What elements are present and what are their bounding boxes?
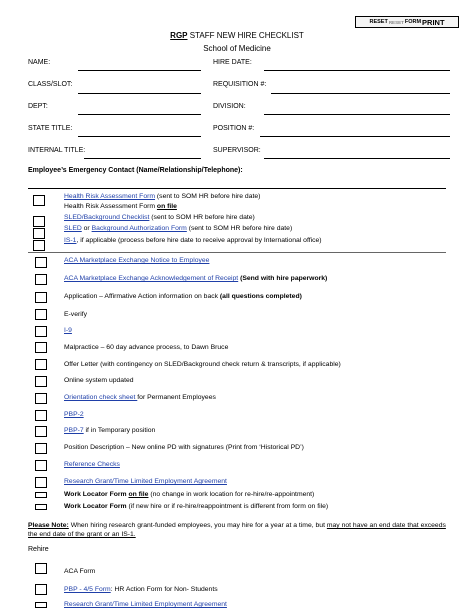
checkbox-hra[interactable]	[33, 195, 45, 206]
class-slot-field[interactable]	[78, 93, 201, 94]
checkbox-aca-ack[interactable]	[35, 274, 47, 285]
position-label: POSITION #:	[213, 125, 255, 132]
item-is1: IS-1, if applicable (process before hire date to receive approval by International office)	[64, 237, 322, 244]
checkbox-is1[interactable]	[33, 240, 45, 251]
checkbox-pbp2[interactable]	[35, 410, 47, 421]
checkbox-refs[interactable]	[35, 460, 47, 471]
item-rehire-aca: ACA Form	[64, 568, 96, 575]
page-subtitle: School of Medicine	[203, 44, 271, 53]
form-button[interactable]: FORM	[404, 19, 422, 25]
divider	[28, 252, 446, 253]
dept-label: DEPT:	[28, 103, 48, 110]
name-label: NAME:	[28, 59, 51, 66]
checkbox-i9[interactable]	[35, 326, 47, 337]
checkbox-rehire-pbp45[interactable]	[35, 584, 47, 595]
rehire-heading: Rehire	[28, 546, 49, 553]
item-rehire-pbp45: PBP - 4/5 Form: HR Action Form for Non- Students	[64, 586, 218, 593]
reset-button[interactable]: RESET	[369, 19, 388, 25]
item-wl2: Work Locator Form (if new hire or if re-hire/reappointment is different from form on file)	[64, 503, 329, 510]
class-slot-label: CLASS/SLOT:	[28, 81, 73, 88]
item-hra: Health Risk Assessment Form (sent to SOM HR before hire date)	[64, 193, 261, 200]
checkbox-rehire-aca[interactable]	[35, 563, 47, 574]
checkbox-aa[interactable]	[35, 292, 47, 303]
item-wl1: Work Locator Form on file (no change in work location for re-hire/re-appointment)	[64, 491, 315, 498]
item-pd: Position Description – New online PD with signatures (Print from ‘Historical PD’)	[64, 444, 304, 451]
item-pbp7: PBP-7 if in Temporary position	[64, 427, 156, 434]
hire-date-field[interactable]	[264, 70, 450, 71]
state-title-label: STATE TITLE:	[28, 125, 73, 132]
checkbox-wl2[interactable]	[35, 504, 47, 510]
item-sled: SLED/Background Checklist (sent to SOM HR before hire date)	[64, 214, 255, 221]
emergency-contact-field[interactable]	[28, 188, 446, 189]
print-button[interactable]: PRINT	[422, 17, 445, 27]
please-note: Please Note: When hiring research grant-funded employees, you may hire for a year at a time, but may not have an end date that exceeds the end date of the grant or an IS-1.	[28, 522, 446, 538]
checkbox-pd[interactable]	[35, 443, 47, 454]
item-aa: Application – Affirmative Action information on back (all questions completed)	[64, 293, 302, 300]
item-refs: Reference Checks	[64, 461, 120, 468]
division-field[interactable]	[264, 114, 450, 115]
checkbox-offer[interactable]	[35, 359, 47, 370]
supervisor-field[interactable]	[264, 158, 450, 159]
item-pbp2: PBP-2	[64, 411, 84, 418]
item-aca-ack: ACA Marketplace Exchange Acknowledgement of Receipt (Send with hire paperwork)	[64, 275, 328, 282]
item-hra-file: Health Risk Assessment Form on file	[64, 203, 177, 210]
sled-link[interactable]: SLED/Background Checklist	[64, 214, 150, 221]
hra-link[interactable]: Health Risk Assessment Form	[64, 193, 156, 200]
page-title: RGP STAFF NEW HIRE CHECKLIST	[170, 31, 304, 40]
state-title-field[interactable]	[78, 136, 201, 137]
form-button-bar	[355, 16, 459, 28]
internal-title-field[interactable]	[84, 158, 201, 159]
checkbox-rg[interactable]	[35, 477, 47, 488]
checkbox-aca-notice[interactable]	[35, 257, 47, 268]
name-field[interactable]	[78, 70, 201, 71]
checkbox-rehire-rg[interactable]	[35, 602, 47, 608]
item-i9: I-9	[64, 327, 72, 334]
emergency-contact-label: Employee’s Emergency Contact (Name/Relationship/Telephone):	[28, 167, 243, 174]
position-field[interactable]	[260, 136, 450, 137]
item-sled2: SLED or Background Authorization Form (sent to SOM HR before hire date)	[64, 225, 293, 232]
checkbox-online[interactable]	[35, 376, 47, 387]
item-aca-notice: ACA Marketplace Exchange Notice to Employee	[64, 257, 210, 264]
internal-title-label: INTERNAL TITLE:	[28, 147, 86, 154]
checkbox-sled2[interactable]	[33, 228, 45, 239]
checkbox-wl1[interactable]	[35, 492, 47, 498]
item-everify: E-verify	[64, 311, 88, 318]
item-rg: Research Grant/Time Limited Employment Agreement	[64, 478, 227, 485]
reset-ghost-label: RESET	[388, 19, 404, 25]
checkbox-pbp7[interactable]	[35, 426, 47, 437]
dept-field[interactable]	[78, 114, 201, 115]
checkbox-malpractice[interactable]	[35, 342, 47, 353]
checkbox-sled[interactable]	[33, 216, 45, 227]
supervisor-label: SUPERVISOR:	[213, 147, 261, 154]
checkbox-everify[interactable]	[35, 309, 47, 320]
item-offer: Offer Letter (with contingency on SLED/Background check return & transcripts, if applicable)	[64, 361, 341, 368]
checkbox-orientation[interactable]	[35, 393, 47, 404]
item-malpractice: Malpractice – 60 day advance process, to Dawn Bruce	[64, 344, 229, 351]
item-rehire-rg: Research Grant/Time Limited Employment Agreement	[64, 601, 227, 608]
requisition-label: REQUISITION #:	[213, 81, 267, 88]
hire-date-label: HIRE DATE:	[213, 59, 252, 66]
item-orientation: Orientation check sheet for Permanent Employees	[64, 394, 216, 401]
division-label: DIVISION:	[213, 103, 246, 110]
requisition-field[interactable]	[271, 93, 450, 94]
item-online: Online system updated	[64, 377, 134, 384]
